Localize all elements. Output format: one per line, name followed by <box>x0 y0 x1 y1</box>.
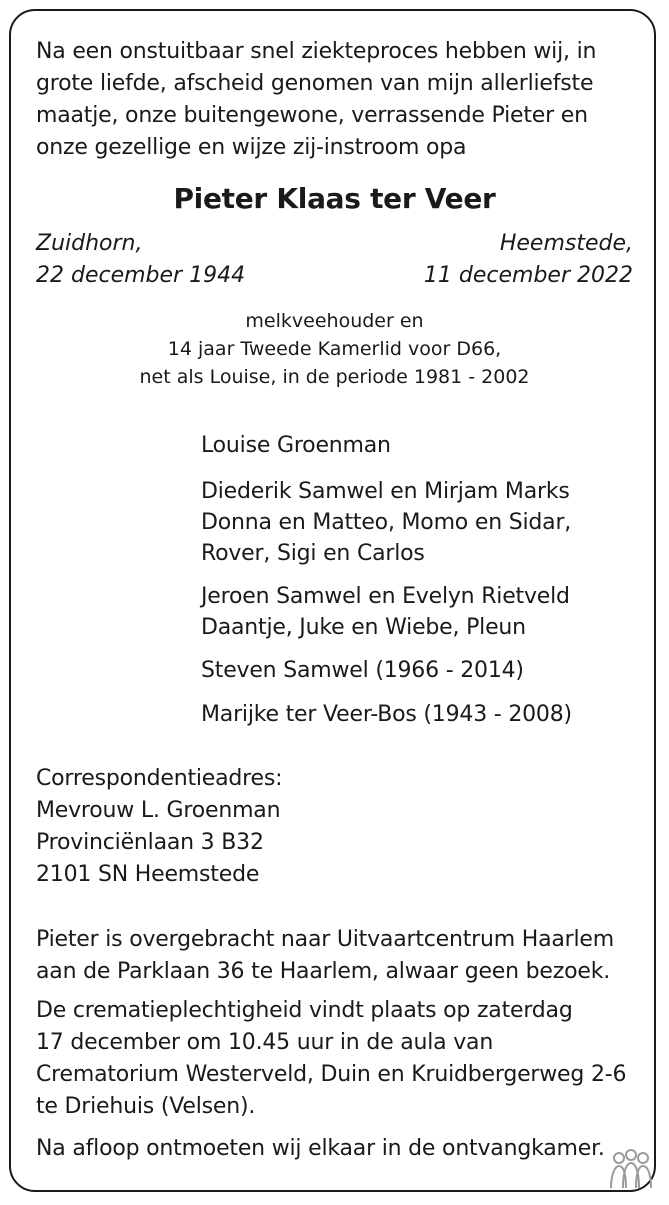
family-group <box>201 476 571 569</box>
death-block <box>424 228 633 292</box>
info-line: aan de Parklaan 36 te Haarlem, alwaar geen bezoek. <box>36 959 611 984</box>
address-line: Correspondentieadres: <box>36 766 283 791</box>
info-line: De crematieplechtigheid vindt plaats op zaterdag <box>36 998 573 1023</box>
intro-line: Na een onstuitbaar snel ziekteproces hebben wij, in <box>36 39 597 64</box>
occupation-block <box>0 307 669 391</box>
info-line: te Driehuis (Velsen). <box>36 1094 256 1119</box>
family-group <box>201 699 572 730</box>
info-line: Na afloop ontmoeten wij elkaar in de ontvangkamer. <box>36 1136 605 1161</box>
info-paragraph <box>36 995 626 1123</box>
intro-line: onze gezellige en wijze zij-instroom opa <box>36 135 467 160</box>
family-line: Daantje, Juke en Wiebe, Pleun <box>201 615 526 640</box>
correspondence-address <box>36 763 282 891</box>
deceased-name: Pieter Klaas ter Veer <box>173 182 496 215</box>
family-line: Marijke ter Veer-Bos (1943 - 2008) <box>201 702 572 727</box>
death-place: Heemstede, <box>499 231 633 256</box>
family-line: Steven Samwel (1966 - 2014) <box>201 658 524 683</box>
occupation-line: 14 jaar Tweede Kamerlid voor D66, <box>167 338 502 360</box>
address-line: Provinciënlaan 3 B32 <box>36 830 264 855</box>
info-line: Pieter is overgebracht naar Uitvaartcentrum Haarlem <box>36 927 614 952</box>
family-line: Jeroen Samwel en Evelyn Rietveld <box>201 584 570 609</box>
birth-date: 22 december 1944 <box>36 263 246 288</box>
address-line: Mevrouw L. Groenman <box>36 798 281 823</box>
info-line: 17 december om 10.45 uur in de aula van <box>36 1030 494 1055</box>
info-line: Crematorium Westerveld, Duin en Kruidbergerweg 2-6 <box>36 1062 627 1087</box>
family-line: Donna en Matteo, Momo en Sidar, <box>201 510 572 535</box>
family-group <box>201 655 524 686</box>
family-group <box>201 581 570 643</box>
family-line: Rover, Sigi en Carlos <box>201 541 425 566</box>
family-logo-icon <box>606 1148 656 1190</box>
intro-line: grote liefde, afscheid genomen van mijn allerliefste <box>36 71 594 96</box>
info-paragraph <box>36 924 614 988</box>
address-line: 2101 SN Heemstede <box>36 862 260 887</box>
birth-block <box>36 228 245 292</box>
family-line: Louise Groenman <box>201 433 391 458</box>
death-date: 11 december 2022 <box>423 263 633 288</box>
info-paragraph <box>36 1133 605 1165</box>
occupation-line: net als Louise, in de periode 1981 - 2002 <box>139 366 530 388</box>
family-line: Diederik Samwel en Mirjam Marks <box>201 479 570 504</box>
birth-place: Zuidhorn, <box>36 231 143 256</box>
intro-line: maatje, onze buitengewone, verrassende Pieter en <box>36 103 588 128</box>
family-group <box>201 430 391 461</box>
intro-paragraph <box>36 36 596 164</box>
occupation-line: melkveehouder en <box>245 310 424 332</box>
